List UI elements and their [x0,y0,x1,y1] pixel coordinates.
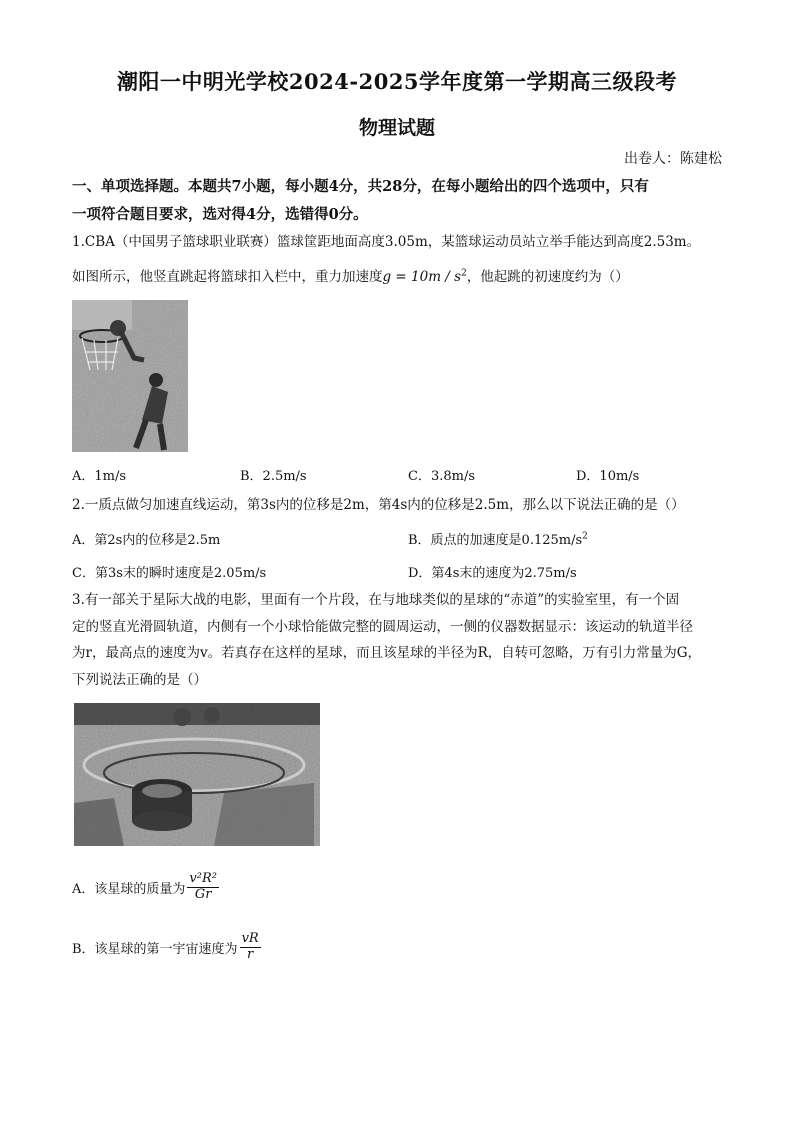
q1-stem-text: 如图所示，他竖直跳起将篮球扣入栏中，重力加速度 [72,269,383,285]
q1-formula-exponent: 2 [461,268,467,279]
q3-stem-line2: 定的竖直光滑圆轨道，内侧有一个小球恰能做完整的圆周运动，一侧的仪器数据显示：该运动的轨道半径 [72,619,693,635]
q1-option-a[interactable]: A．1m/s [72,469,127,484]
q1-stem-tail: ，他起跳的初速度约为（） [466,269,629,285]
q3-option-a-denominator: Gr [194,886,212,902]
q3-option-b-numerator: vR [241,931,259,946]
q2-option-c[interactable]: C．第3s末的瞬时速度是2.05m/s [72,566,267,581]
q2-option-b-text: B．质点的加速度是0.125m/s [408,533,583,548]
q3-stem-line1: 3.有一部关于星际大战的电影，里面有一个片段，在与地球类似的星球的“赤道”的实验室里，有一个固 [72,592,680,608]
section-heading-line1: 一、单项选择题。本题共7小题，每小题4分，共28分，在每小题给出的四个选项中，只有 [72,178,649,195]
q2-stem: 2.一质点做匀加速直线运动，第3s内的位移是2m，第4s内的位移是2.5m，那么以下说法正确的是（） [72,497,685,513]
q3-stem-line4: 下列说法正确的是（） [72,672,207,688]
basketball-dunk-illustration [72,300,188,452]
basketball-dunk-image [72,300,188,452]
sci-fi-lab-image [74,703,320,846]
q3-option-a-text: A．该星球的质量为 [72,881,186,897]
q3-stem-line3: 为r，最高点的速度为v。若真存在这样的星球，而且该星球的半径为R，自转可忽略，万有引力常量为G， [72,645,702,661]
q2-option-b[interactable] [408,529,588,548]
q1-stem-line2 [72,265,629,285]
q3-option-b-text: B．该星球的第一宇宙速度为 [72,941,238,957]
q3-option-a-numerator: v²R² [189,871,217,886]
section-heading-line2: 一项符合题目要求，选对得4分，选错得0分。 [72,206,368,223]
q2-option-b-exponent: 2 [582,531,588,542]
q3-option-b-denominator: r [247,946,254,962]
q3-option-b-formula [240,932,261,963]
q1-option-d[interactable]: D．10m/s [576,469,640,484]
q1-option-c[interactable]: C．3.8m/s [408,469,475,484]
q2-option-a[interactable]: A．第2s内的位移是2.5m [72,533,221,548]
q2-option-d[interactable]: D．第4s末的速度为2.75m/s [408,566,577,581]
q1-option-b[interactable]: B．2.5m/s [240,469,307,484]
sci-fi-lab-illustration [74,703,320,846]
q3-option-b[interactable] [72,932,261,963]
q1-formula: g = 10m / s [382,269,462,285]
page-subtitle: 物理试题 [358,117,435,139]
author-line: 出卷人：陈建松 [624,151,722,167]
q1-stem-line1: 1.CBA（中国男子篮球职业联赛）篮球筐距地面高度3.05m，某篮球运动员站立举手能达到高度2.53m。 [72,234,701,250]
page-title: 潮阳一中明光学校2024-2025学年度第一学期高三级段考 [116,69,678,94]
q3-option-a-formula [187,872,219,903]
q3-option-a[interactable] [72,872,219,903]
